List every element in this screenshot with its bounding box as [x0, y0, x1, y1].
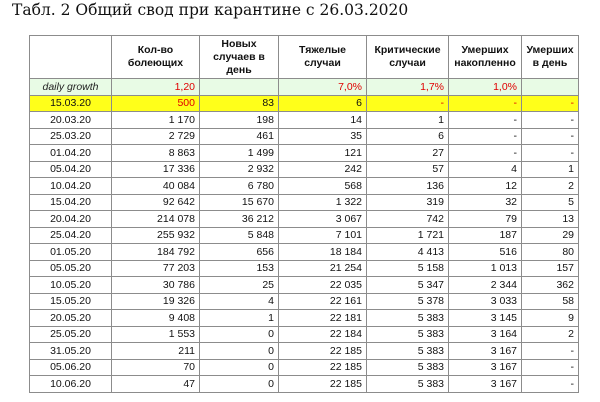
cell-deaths-cum: 2 344: [449, 277, 522, 294]
table-row: [30, 194, 579, 211]
cell-severe: 6: [279, 95, 367, 112]
cell-critical: -: [367, 95, 449, 112]
cell-active: 214 078: [112, 211, 200, 228]
growth-deaths-cum: 1,0%: [449, 79, 522, 96]
cell-critical: 5 158: [367, 260, 449, 277]
cell-new: 153: [200, 260, 279, 277]
cell-active: 77 203: [112, 260, 200, 277]
cell-new: 4: [200, 293, 279, 310]
cell-active: 8 863: [112, 145, 200, 162]
table-row: [30, 211, 579, 228]
header-critical-cases: Критические случаи: [367, 36, 449, 79]
cell-deaths-cum: 3 167: [449, 359, 522, 376]
cell-deaths-day: 29: [522, 227, 579, 244]
table-row: [30, 326, 579, 343]
table-row: [30, 161, 579, 178]
cell-critical: 5 383: [367, 343, 449, 360]
cell-severe: 7 101: [279, 227, 367, 244]
cell-deaths-cum: 3 167: [449, 343, 522, 360]
cell-active: 184 792: [112, 244, 200, 261]
cell-deaths-day: -: [522, 359, 579, 376]
cell-deaths-day: 2: [522, 178, 579, 195]
table-row: [30, 244, 579, 261]
cell-critical: 5 383: [367, 310, 449, 327]
cell-new: 1: [200, 310, 279, 327]
cell-severe: 568: [279, 178, 367, 195]
cell-deaths-cum: 3 167: [449, 376, 522, 393]
cell-new: 2 932: [200, 161, 279, 178]
growth-new: [200, 79, 279, 96]
cell-critical: 1: [367, 112, 449, 129]
header-severe-cases: Тяжелые случаи: [279, 36, 367, 79]
cell-new: 6 780: [200, 178, 279, 195]
growth-severe: 7,0%: [279, 79, 367, 96]
cell-date: 05.05.20: [30, 260, 112, 277]
cell-new: 198: [200, 112, 279, 129]
cell-deaths-day: 9: [522, 310, 579, 327]
cell-active: 255 932: [112, 227, 200, 244]
cell-date: 25.03.20: [30, 128, 112, 145]
table-row: [30, 277, 579, 294]
cell-active: 30 786: [112, 277, 200, 294]
table-row: [30, 112, 579, 129]
header-deaths-per-day: Умерших в день: [522, 36, 579, 79]
cell-deaths-day: 1: [522, 161, 579, 178]
cell-date: 15.05.20: [30, 293, 112, 310]
cell-critical: 319: [367, 194, 449, 211]
cell-date: 31.05.20: [30, 343, 112, 360]
table-row: [30, 178, 579, 195]
cell-deaths-cum: -: [449, 145, 522, 162]
table-row: [30, 343, 579, 360]
cell-active: 9 408: [112, 310, 200, 327]
header-date: [30, 36, 112, 79]
cell-severe: 22 185: [279, 343, 367, 360]
cell-deaths-cum: -: [449, 128, 522, 145]
cell-critical: 742: [367, 211, 449, 228]
cell-deaths-day: 157: [522, 260, 579, 277]
cell-deaths-cum: 3 145: [449, 310, 522, 327]
cell-critical: 27: [367, 145, 449, 162]
cell-new: 1 499: [200, 145, 279, 162]
cell-active: 19 326: [112, 293, 200, 310]
cell-severe: 22 185: [279, 359, 367, 376]
cell-critical: 5 383: [367, 326, 449, 343]
cell-deaths-cum: 1 013: [449, 260, 522, 277]
cell-new: 656: [200, 244, 279, 261]
cell-severe: 121: [279, 145, 367, 162]
growth-active: 1,20: [112, 79, 200, 96]
cell-new: 36 212: [200, 211, 279, 228]
cell-new: 0: [200, 326, 279, 343]
cell-severe: 22 035: [279, 277, 367, 294]
cell-date: 05.06.20: [30, 359, 112, 376]
cell-severe: 21 254: [279, 260, 367, 277]
cell-new: 461: [200, 128, 279, 145]
cell-deaths-day: -: [522, 343, 579, 360]
cell-severe: 242: [279, 161, 367, 178]
cell-deaths-day: -: [522, 145, 579, 162]
cell-severe: 3 067: [279, 211, 367, 228]
cell-date: 15.03.20: [30, 95, 112, 112]
cell-active: 40 084: [112, 178, 200, 195]
table-title: Табл. 2 Общий свод при карантине с 26.03.2020: [12, 1, 409, 19]
cell-deaths-day: 13: [522, 211, 579, 228]
cell-severe: 1 322: [279, 194, 367, 211]
cell-severe: 22 181: [279, 310, 367, 327]
cell-critical: 1 721: [367, 227, 449, 244]
cell-severe: 22 161: [279, 293, 367, 310]
cell-deaths-cum: 3 164: [449, 326, 522, 343]
cell-deaths-cum: -: [449, 112, 522, 129]
cell-severe: 35: [279, 128, 367, 145]
cell-deaths-day: 362: [522, 277, 579, 294]
cell-date: 05.04.20: [30, 161, 112, 178]
cell-deaths-cum: 3 033: [449, 293, 522, 310]
cell-critical: 5 383: [367, 359, 449, 376]
table-row: [30, 128, 579, 145]
cell-deaths-day: 2: [522, 326, 579, 343]
header-deaths-cumulative: Умерших накопленно: [449, 36, 522, 79]
cell-deaths-day: -: [522, 376, 579, 393]
cell-active: 92 642: [112, 194, 200, 211]
cell-critical: 5 378: [367, 293, 449, 310]
cell-deaths-day: -: [522, 112, 579, 129]
cell-active: 47: [112, 376, 200, 393]
table-row: [30, 95, 579, 112]
cell-deaths-cum: 187: [449, 227, 522, 244]
cell-critical: 5 383: [367, 376, 449, 393]
cell-date: 20.03.20: [30, 112, 112, 129]
cell-new: 25: [200, 277, 279, 294]
cell-active: 17 336: [112, 161, 200, 178]
table-row: [30, 359, 579, 376]
cell-new: 0: [200, 376, 279, 393]
cell-date: 10.04.20: [30, 178, 112, 195]
cell-critical: 57: [367, 161, 449, 178]
quarantine-summary-table: [29, 35, 579, 393]
cell-deaths-cum: 4: [449, 161, 522, 178]
cell-new: 83: [200, 95, 279, 112]
cell-deaths-day: 80: [522, 244, 579, 261]
cell-date: 20.04.20: [30, 211, 112, 228]
cell-active: 211: [112, 343, 200, 360]
table-row: [30, 260, 579, 277]
cell-deaths-cum: 12: [449, 178, 522, 195]
cell-active: 70: [112, 359, 200, 376]
cell-deaths-cum: -: [449, 95, 522, 112]
cell-new: 5 848: [200, 227, 279, 244]
cell-severe: 22 185: [279, 376, 367, 393]
cell-new: 0: [200, 343, 279, 360]
header-new-cases-per-day: Новых случаев в день: [200, 36, 279, 79]
cell-date: 20.05.20: [30, 310, 112, 327]
table-row: [30, 293, 579, 310]
table-row: [30, 376, 579, 393]
cell-severe: 14: [279, 112, 367, 129]
table-row: [30, 310, 579, 327]
cell-active: 2 729: [112, 128, 200, 145]
cell-new: 15 670: [200, 194, 279, 211]
cell-deaths-cum: 32: [449, 194, 522, 211]
daily-growth-row: [30, 79, 579, 96]
cell-active: 1 553: [112, 326, 200, 343]
header-active-cases: Кол-во болеющих: [112, 36, 200, 79]
growth-label: daily growth: [30, 79, 112, 96]
cell-date: 25.04.20: [30, 227, 112, 244]
growth-deaths-day: [522, 79, 579, 96]
growth-critical: 1,7%: [367, 79, 449, 96]
cell-severe: 22 184: [279, 326, 367, 343]
cell-new: 0: [200, 359, 279, 376]
cell-active: 1 170: [112, 112, 200, 129]
cell-critical: 4 413: [367, 244, 449, 261]
cell-deaths-day: -: [522, 95, 579, 112]
cell-date: 15.04.20: [30, 194, 112, 211]
cell-deaths-day: -: [522, 128, 579, 145]
cell-critical: 5 347: [367, 277, 449, 294]
cell-date: 01.05.20: [30, 244, 112, 261]
cell-critical: 136: [367, 178, 449, 195]
cell-date: 01.04.20: [30, 145, 112, 162]
cell-deaths-day: 58: [522, 293, 579, 310]
cell-date: 25.05.20: [30, 326, 112, 343]
cell-critical: 6: [367, 128, 449, 145]
cell-date: 10.05.20: [30, 277, 112, 294]
cell-active: 500: [112, 95, 200, 112]
cell-deaths-cum: 79: [449, 211, 522, 228]
cell-severe: 18 184: [279, 244, 367, 261]
cell-deaths-cum: 516: [449, 244, 522, 261]
cell-date: 10.06.20: [30, 376, 112, 393]
cell-deaths-day: 5: [522, 194, 579, 211]
table-row: [30, 145, 579, 162]
table-row: [30, 227, 579, 244]
header-row: [30, 36, 579, 79]
